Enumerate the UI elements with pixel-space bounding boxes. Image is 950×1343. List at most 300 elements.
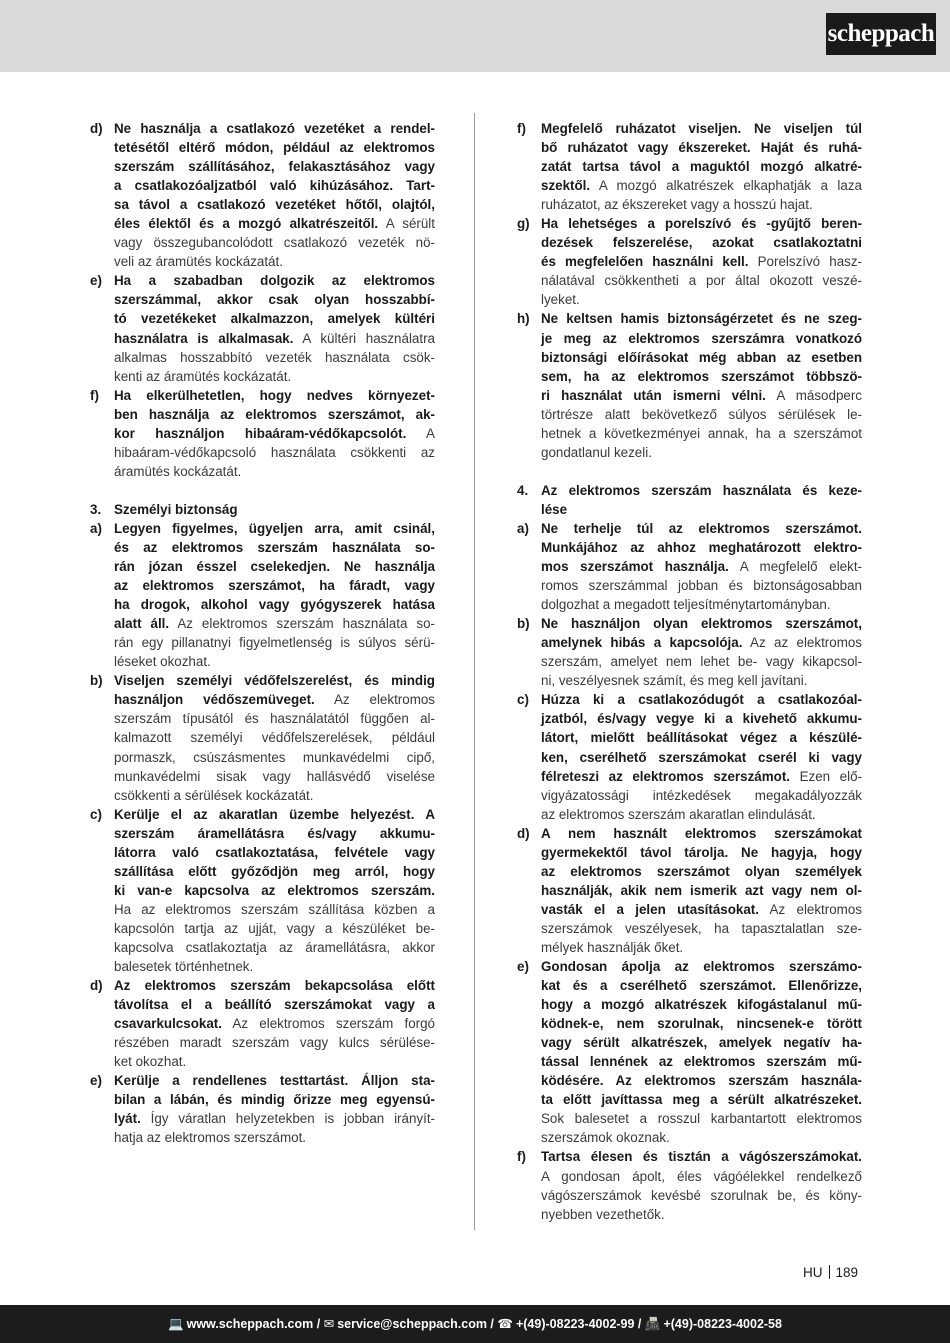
text-line <box>114 424 435 443</box>
item-label: b) <box>90 673 103 689</box>
bold-text: biztonsági előírásokat még abban az esetben <box>541 349 862 365</box>
text-line <box>541 576 862 595</box>
bold-text: sem, ha az elektromos szerszámot többszö- <box>541 368 862 384</box>
text-line <box>114 1033 435 1052</box>
bold-text: használjon védőszemüveget. <box>114 692 315 708</box>
fax-icon: 📠 <box>644 1317 661 1331</box>
text-line <box>114 595 435 614</box>
text-line <box>541 1033 862 1052</box>
regular-text: A másodperc <box>765 387 863 403</box>
bold-text: bő ruházatot vagy ékszereket. Haját és ruhá- <box>541 140 862 156</box>
regular-text: romos szerszámmal jobban és biztonságosabban <box>541 578 862 594</box>
regular-text: kenti az áramütés kockázatát. <box>114 368 292 384</box>
text-line <box>541 500 862 519</box>
text-line <box>541 709 862 728</box>
regular-text: dolgozhat a megadott teljesítménytartományban. <box>541 597 831 613</box>
text-line <box>114 748 435 767</box>
item-text <box>541 481 862 519</box>
text-line <box>541 290 862 309</box>
item-label: d) <box>90 978 103 994</box>
regular-text: A mozgó alkatrészek elkaphatják a laza <box>590 178 862 194</box>
text-line <box>114 405 435 424</box>
bold-text: lyát. <box>114 1111 141 1127</box>
bold-text: tással lennének az elektromos szerszám mű- <box>541 1054 862 1070</box>
bold-text: ben használja az elektromos szerszámot, ak- <box>114 406 435 422</box>
list-item <box>517 824 862 957</box>
list-item <box>517 119 862 214</box>
regular-text: mélyek használják őket. <box>541 939 684 955</box>
item-label: a) <box>90 520 102 536</box>
text-line <box>541 119 862 138</box>
text-line <box>114 233 435 252</box>
text-line <box>114 290 435 309</box>
text-line <box>114 214 435 233</box>
text-line <box>114 862 435 881</box>
text-line <box>114 957 435 976</box>
text-line <box>541 843 862 862</box>
list-item <box>517 614 862 690</box>
text-line <box>114 786 435 805</box>
text-line <box>114 919 435 938</box>
text-line <box>541 786 862 805</box>
regular-text: A gondosan ápolt, éles vágóélekkel rendelkező <box>541 1168 862 1184</box>
bold-text: Ha lehetséges a porelszívó és -gyűjtő beren- <box>541 216 862 232</box>
text-line <box>541 1186 862 1205</box>
bold-text: tetésétől eltérő módon, például az elektromos <box>114 140 435 156</box>
text-line <box>541 386 862 405</box>
bold-text: hogy a mozgó alkatrészek kifogástalanul mű- <box>541 997 862 1013</box>
bold-text: lése <box>541 501 568 517</box>
text-line <box>541 309 862 328</box>
text-line <box>114 633 435 652</box>
text-line <box>541 481 862 500</box>
bold-text: amelynek hibás a kapcsolója. <box>541 635 743 651</box>
text-line <box>114 614 435 633</box>
bold-text: éles élektől és a mozgó alkatrészeitől. <box>114 216 379 232</box>
bold-text: szerszámmal, akkor csak olyan hosszabbí- <box>114 292 435 308</box>
regular-text: Az az elektromos <box>742 635 862 651</box>
text-line <box>541 1090 862 1109</box>
bold-text: szállítása előtt győződjön meg arról, hogy <box>114 863 435 879</box>
text-line <box>541 919 862 938</box>
regular-text: Ezen elő- <box>790 768 862 784</box>
bold-text: rán józan ésszel cselekedjen. Ne használja <box>114 559 435 575</box>
text-line <box>541 614 862 633</box>
regular-text: hibaáram-védőkapcsoló használata csökkenti az <box>114 444 435 460</box>
regular-text: az elektromos szerszám akaratlan elindulását. <box>541 806 816 822</box>
text-line <box>114 843 435 862</box>
text-line <box>114 348 435 367</box>
bold-text: jzatból, és/vagy vegye ki a kivehető akkumu- <box>541 711 862 727</box>
right-column <box>517 119 862 1224</box>
list-item <box>90 386 435 481</box>
website-link[interactable]: www.scheppach.com / <box>186 1317 321 1331</box>
regular-text: Az elektromos szerszám forgó <box>221 1016 435 1032</box>
brand-logo: scheppach <box>826 13 936 55</box>
bold-text: Az elektromos szerszám bekapcsolása előtt <box>114 978 435 994</box>
text-line <box>541 881 862 900</box>
regular-text: kalmazott személyi védőfelszerelések, például <box>114 730 435 746</box>
text-line <box>541 195 862 214</box>
item-text <box>541 690 862 823</box>
item-label: h) <box>517 311 530 327</box>
text-line <box>541 595 862 614</box>
item-label: f) <box>517 121 526 136</box>
text-line <box>541 938 862 957</box>
regular-text: nyebben vezethetők. <box>541 1206 665 1222</box>
bold-text: kat és a cserélhető szerszámot. Ellenőrizze, <box>541 978 862 994</box>
text-line <box>541 557 862 576</box>
bold-text: Gondosan ápolja az elektromos szerszámo- <box>541 959 862 975</box>
text-line <box>541 1147 862 1166</box>
text-line <box>114 538 435 557</box>
text-line <box>114 329 435 348</box>
bold-text: Viseljen személyi védőfelszerelést, és mindig <box>114 673 435 689</box>
bold-text: bilan a lábán, és mindig őrizze meg egyensú- <box>114 1092 435 1108</box>
item-text <box>541 214 862 309</box>
email-link[interactable]: service@scheppach.com / <box>337 1317 494 1331</box>
text-line <box>541 176 862 195</box>
text-line <box>541 900 862 919</box>
list-item <box>90 1071 435 1147</box>
item-text <box>541 614 862 690</box>
list-item <box>517 690 862 823</box>
bold-text: Kerülje a rendellenes testtartást. Álljon sta- <box>114 1073 435 1089</box>
footer-bar <box>0 1305 950 1343</box>
item-text <box>114 386 435 481</box>
regular-text: A <box>406 425 435 441</box>
bold-text: Ne keltsen hamis biztonságérzetet és ne szeg- <box>541 311 862 327</box>
regular-text: balesetek történhetnek. <box>114 959 254 975</box>
bold-text: ki van-e kapcsolva az elektromos szerszám. <box>114 882 435 898</box>
list-item <box>517 957 862 1147</box>
regular-text: kapcsolva csatlakoztatja az áramellátásra, akkor <box>114 939 435 955</box>
regular-text: kapcsolón tartja az ujját, vagy a készüléket be- <box>114 920 435 936</box>
bold-text: ködnek-e, nem szorulnak, nincsenek-e törött <box>541 1016 862 1032</box>
regular-text: A megfelelő elekt- <box>728 559 862 575</box>
text-line <box>114 519 435 538</box>
bold-text: Ne használjon olyan elektromos szerszámot, <box>541 616 862 632</box>
bold-text: ködésére. Az elektromos szerszám használa- <box>541 1073 862 1089</box>
item-text <box>541 119 862 214</box>
bold-text: mos szerszámot használja. <box>541 559 729 575</box>
text-line <box>114 443 435 462</box>
regular-text: Porelszívó hasz- <box>748 254 862 270</box>
item-label: d) <box>517 825 530 841</box>
regular-text: hetnek a következményei annak, ha a szerszámot <box>541 425 862 441</box>
regular-text: vágószerszámok kevésbé szorulnak be, és köny- <box>541 1187 862 1203</box>
column-divider <box>474 113 475 1230</box>
text-line <box>541 519 862 538</box>
regular-text: szerszámok veszélyesek, ha tapasztalatlan sze- <box>541 920 862 936</box>
bold-text: szektől. <box>541 178 591 194</box>
text-line <box>541 767 862 786</box>
regular-text: Az elektromos szerszám használata so- <box>169 616 435 632</box>
bold-text: je meg az elektromos szerszámra vonatkozó <box>541 330 862 346</box>
text-line <box>541 862 862 881</box>
text-line <box>541 728 862 747</box>
regular-text: részében maradt szerszám vagy kulcs sérülése- <box>114 1035 435 1051</box>
text-line <box>541 1128 862 1147</box>
item-text <box>541 957 862 1147</box>
separator <box>829 1265 830 1279</box>
text-line <box>114 1071 435 1090</box>
list-item <box>90 119 435 271</box>
item-label: c) <box>517 692 529 708</box>
text-line <box>541 271 862 290</box>
bold-text: ha drogok, alkohol vagy gyógyszerek hatása <box>114 597 435 613</box>
regular-text: A sérült <box>378 216 435 232</box>
text-line <box>541 1014 862 1033</box>
text-line <box>114 900 435 919</box>
text-line <box>541 690 862 709</box>
page-number <box>803 1265 858 1280</box>
item-text <box>541 1147 862 1223</box>
bold-text: Személyi biztonság <box>114 501 238 517</box>
bold-text: sa távol a csatlakozó vezetéket hőtől, olajtól, <box>114 197 435 213</box>
text-line <box>541 348 862 367</box>
bold-text: és az elektromos szerszám használata so- <box>114 539 435 555</box>
bold-text: látort, mielőtt beállításokat végez a készülé- <box>541 730 862 746</box>
text-line <box>114 767 435 786</box>
page-number-value: 189 <box>835 1265 859 1280</box>
text-line <box>541 424 862 443</box>
item-label: b) <box>517 616 530 632</box>
text-line <box>541 824 862 843</box>
text-line <box>114 309 435 328</box>
item-text <box>114 805 435 976</box>
item-label: e) <box>90 1073 102 1089</box>
text-line <box>114 1109 435 1128</box>
text-line <box>541 138 862 157</box>
bold-text: ken, cserélhető szerszámokat cserél ki vagy <box>541 749 862 765</box>
list-item <box>90 519 435 671</box>
section-gap <box>90 481 435 500</box>
text-line <box>114 671 435 690</box>
regular-text: munkavédelmi sisak vagy hallásvédő viselése <box>114 768 435 784</box>
bold-text: a csatlakozóaljzatból való kihúzásához. Tart- <box>114 178 435 194</box>
bold-text: Ne terhelje túl az elektromos szerszámot. <box>541 520 862 536</box>
bold-text: látorra való csatlakoztatása, felvétele vagy <box>114 844 435 860</box>
item-text <box>114 976 435 1071</box>
text-line <box>114 652 435 671</box>
regular-text: törtrésze alatt bekövetkező súlyos sérülések le- <box>541 406 862 422</box>
item-label: a) <box>517 520 529 536</box>
bold-text: Ha elkerülhetetlen, hogy nedves környezet- <box>114 387 435 403</box>
bold-text: Ha a szabadban dolgozik az elektromos <box>114 273 435 289</box>
regular-text: lyeket. <box>541 292 580 308</box>
bold-text: Az elektromos szerszám használata és keze- <box>541 482 862 498</box>
bold-text: Kerülje el az akaratlan üzembe helyezést. A <box>114 806 435 822</box>
regular-text: Az elektromos <box>758 901 862 917</box>
computer-icon: 💻 <box>168 1317 184 1331</box>
bold-text: Munkájához az ahhoz meghatározott elektro- <box>541 539 862 555</box>
text-line <box>541 233 862 252</box>
text-line <box>114 176 435 195</box>
regular-text: vagy összegubancolódott csatlakozó vezeték nö- <box>114 235 435 251</box>
text-line <box>541 405 862 424</box>
item-text <box>114 1071 435 1147</box>
list-item <box>90 500 435 519</box>
bold-text: és megfelelően használni kell. <box>541 254 749 270</box>
list-item <box>517 481 862 519</box>
text-line <box>114 690 435 709</box>
regular-text: vigyázatossági intézkedések megakadályozzák <box>541 787 862 803</box>
text-line <box>541 976 862 995</box>
text-line <box>541 252 862 271</box>
bold-text: alatt áll. <box>114 616 170 632</box>
bold-text: A nem használt elektromos szerszámokat <box>541 825 862 841</box>
regular-text: áramütés kockázatát. <box>114 463 242 479</box>
regular-text: Így váratlan helyzetekben is jobban irányít- <box>140 1111 435 1127</box>
text-line <box>114 1014 435 1033</box>
item-text <box>541 824 862 957</box>
item-label: d) <box>90 121 103 136</box>
item-label: e) <box>90 273 102 289</box>
text-line <box>541 748 862 767</box>
bold-text: Megfelelő ruházatot viseljen. Ne viseljen túl <box>541 121 862 136</box>
text-line <box>114 938 435 957</box>
bold-text: tó vezetékeket alkalmazzon, amelyek kültéri <box>114 311 435 327</box>
text-line <box>541 1167 862 1186</box>
regular-text: ket okozhat. <box>114 1054 187 1070</box>
item-label: 3. <box>90 501 102 517</box>
bold-text: Húzza ki a csatlakozódugót a csatlakozóal- <box>541 692 862 708</box>
regular-text: Ha az elektromos szerszám szállítása közben a <box>114 901 435 917</box>
bold-text: Ne használja a csatlakozó vezetéket a rendel- <box>114 121 435 136</box>
text-line <box>541 1071 862 1090</box>
list-item <box>90 805 435 976</box>
text-line <box>114 367 435 386</box>
regular-text: alkalmas hosszabbító vezeték használata csök- <box>114 349 435 365</box>
list-item <box>517 309 862 461</box>
list-item <box>90 976 435 1071</box>
regular-text: csökkenti a sérülések kockázatát. <box>114 787 314 803</box>
text-line <box>541 1205 862 1224</box>
text-line <box>114 995 435 1014</box>
item-label: f) <box>90 387 99 403</box>
bold-text: vagy sérült alkatrészek, amelyek negatív ha- <box>541 1035 862 1051</box>
text-line <box>541 805 862 824</box>
text-line <box>114 728 435 747</box>
bold-text: ri használat után ismerni vélni. <box>541 387 766 403</box>
bold-text: szerszám áramellátásra és/vagy akkumu- <box>114 825 435 841</box>
item-text <box>541 309 862 461</box>
bold-text: az elektromos szerszámot olyan személyek <box>541 863 862 879</box>
bold-text: Tartsa élesen és tisztán a vágószerszámokat. <box>541 1149 862 1165</box>
text-line <box>114 119 435 138</box>
regular-text: veli az áramütés kockázatát. <box>114 254 283 270</box>
regular-text: ruházatot, az ékszereket vagy a hosszú hajat. <box>541 197 813 213</box>
language-code: HU <box>803 1265 823 1280</box>
bold-text: Legyen figyelmes, ügyeljen arra, amit csinál, <box>114 520 435 536</box>
regular-text: nálatával csökkentheti a por által okozott veszé- <box>541 273 862 289</box>
bold-text: használják, akik nem ismerik azt vagy nem ol- <box>541 882 862 898</box>
text-line <box>114 271 435 290</box>
text-line <box>114 157 435 176</box>
item-text <box>114 271 435 385</box>
text-line <box>541 671 862 690</box>
section-gap <box>517 462 862 481</box>
regular-text: gondatlanul kezeli. <box>541 444 652 460</box>
text-line <box>114 195 435 214</box>
bold-text: az elektromos szerszámot, ha fáradt, vagy <box>114 578 435 594</box>
list-item <box>90 671 435 804</box>
item-label: g) <box>517 216 530 232</box>
text-line <box>541 329 862 348</box>
text-line <box>114 500 435 519</box>
item-label: e) <box>517 959 529 975</box>
bold-text: csavarkulcsokat. <box>114 1016 222 1032</box>
text-line <box>541 957 862 976</box>
left-column <box>90 119 435 1147</box>
text-line <box>114 976 435 995</box>
regular-text: hatja az elektromos szerszámot. <box>114 1130 307 1146</box>
text-line <box>541 157 862 176</box>
text-line <box>541 538 862 557</box>
item-label: 4. <box>517 482 529 498</box>
bold-text: gyermekektől távol tárolja. Ne hagyja, hogy <box>541 844 862 860</box>
regular-text: ni, veszélyesnek számít, és meg kell javítani. <box>541 673 808 689</box>
text-line <box>114 805 435 824</box>
item-text <box>114 671 435 804</box>
item-text <box>114 500 435 519</box>
regular-text: szerszámok okoznak. <box>541 1130 670 1146</box>
bold-text: vasták el a jelen utasításokat. <box>541 901 759 917</box>
text-line <box>114 1128 435 1147</box>
text-line <box>114 881 435 900</box>
text-line <box>541 1052 862 1071</box>
phone-icon: ☎ <box>497 1317 513 1331</box>
text-line <box>541 995 862 1014</box>
fax-number: +(49)-08223-4002-58 <box>663 1317 782 1331</box>
bold-text: zatát tartsa távol a maguktól mozgó alkatré- <box>541 159 862 175</box>
text-line <box>541 367 862 386</box>
list-item <box>90 271 435 385</box>
text-line <box>114 252 435 271</box>
text-line <box>114 576 435 595</box>
bold-text: távolítsa el a beállító szerszámokat vagy a <box>114 997 435 1013</box>
text-line <box>114 557 435 576</box>
text-line <box>114 138 435 157</box>
bold-text: félreteszi az elektromos szerszámot. <box>541 768 790 784</box>
text-line <box>114 709 435 728</box>
text-line <box>114 462 435 481</box>
text-line <box>114 386 435 405</box>
phone-number: +(49)-08223-4002-99 / <box>515 1317 642 1331</box>
regular-text: A kültéri használatra <box>293 330 435 346</box>
item-label: c) <box>90 806 102 822</box>
bold-text: használatra is alkalmasak. <box>114 330 294 346</box>
regular-text: Az elektromos <box>314 692 435 708</box>
list-item <box>517 519 862 614</box>
text-line <box>541 443 862 462</box>
text-line <box>541 652 862 671</box>
text-line <box>114 1052 435 1071</box>
regular-text: szerszám, amelyet nem lehet be- vagy kikapcsol- <box>541 654 862 670</box>
bold-text: kor használjon hibaáram-védőkapcsolót. <box>114 425 407 441</box>
mail-icon: ✉ <box>323 1317 335 1331</box>
regular-text: léseket okozhat. <box>114 654 211 670</box>
item-text <box>114 119 435 271</box>
text-line <box>541 214 862 233</box>
list-item <box>517 214 862 309</box>
text-line <box>114 824 435 843</box>
bold-text: dezések felszerelése, azokat csatlakoztatni <box>541 235 862 251</box>
item-text <box>541 519 862 614</box>
list-item <box>517 1147 862 1223</box>
text-line <box>541 1109 862 1128</box>
